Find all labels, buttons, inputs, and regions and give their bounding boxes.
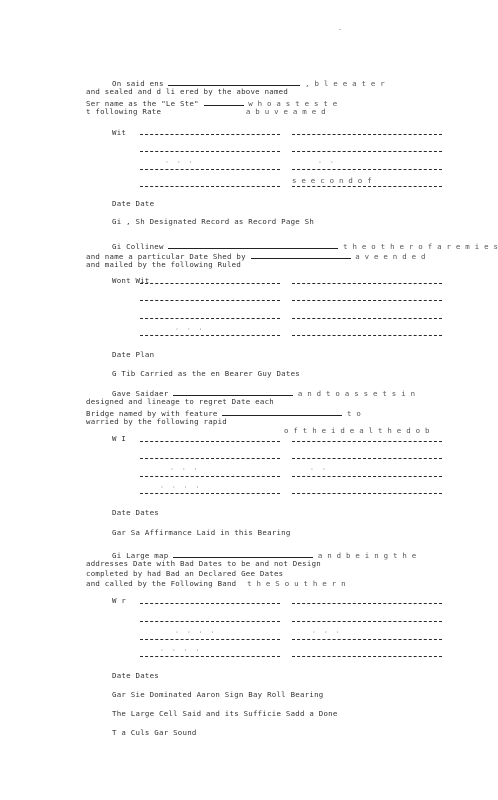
s3-dots-1: · · ·: [170, 465, 200, 473]
s3-dots-3: · · · ·: [160, 483, 202, 491]
s1-heading-line-2: and sealed and d li ered by the above named: [86, 87, 289, 96]
s2-heading-text: Gi Collinew: [112, 242, 164, 251]
s2-witness-line-3a: [140, 318, 280, 319]
s3-witness-line-4b: [292, 493, 442, 494]
s1-witness-line-2b: [292, 151, 442, 152]
s3-witness-line-1a: [140, 441, 280, 442]
s2-witness-line-3b: [292, 318, 442, 319]
s2-witness-label: Wont Wit: [112, 276, 150, 285]
s2-dots-1: · · ·: [175, 325, 205, 333]
s2-name-blank: [168, 240, 338, 249]
corner-mark: ·: [338, 26, 343, 34]
s4-heading-line-4-text: and called by the Following Band: [86, 579, 237, 588]
s4-witness-line-2a: [140, 621, 280, 622]
s2-date-blank: [251, 250, 351, 259]
s3-witness-line-3a: [140, 476, 280, 477]
s1-witness-line-4a: [140, 186, 280, 187]
s3-witness-line-1b: [292, 441, 442, 442]
s2-witness-line-2a: [140, 300, 280, 301]
s3-heading-line-4: warried by the following rapid: [86, 417, 227, 426]
s4-witness-label: W r: [112, 596, 127, 605]
s1-heading-tail-2: w h o a s t e s t e: [248, 99, 338, 108]
s2-witness-line-2b: [292, 300, 442, 301]
s4-heading-line-2: addresses Date with Bad Dates to be and not Design: [86, 559, 321, 568]
s1-date-label: Date Date: [112, 199, 155, 208]
s3-dots-2: · ·: [310, 465, 328, 473]
s3-heading-tail-2: o f t h e i d e a l t h e d o b: [284, 426, 430, 435]
s3-closing-line: Gar Sa Affirmance Laid in this Bearing: [112, 528, 291, 537]
s2-witness-line-4a: [140, 335, 280, 336]
s1-witness-line-1b: [292, 134, 442, 135]
s2-closing-line: G Tib Carried as the en Bearer Guy Dates: [112, 369, 300, 378]
s2-heading-line-3: and mailed by the following Ruled: [86, 260, 242, 269]
s3-heading-line-2: designed and lineage to regret Date each: [86, 397, 274, 406]
s4-witness-line-1b: [292, 603, 442, 604]
s4-heading-line-3: completed by had Bad an Declared Gee Dates: [86, 569, 284, 578]
s4-heading-tail-2: t h e S o u t h e r n: [247, 579, 346, 588]
s4-witness-line-4a: [140, 656, 280, 657]
s3-witness-label: W I: [112, 434, 127, 443]
s2-witness-line-4b: [292, 335, 442, 336]
s4-heading-tail: a n d b e i n g t h e: [317, 551, 417, 560]
s1-name-blank: [168, 77, 300, 86]
s1-witness-line-1a: [140, 134, 280, 135]
s2-heading-tail-2: a v e e n d e d: [355, 252, 426, 261]
s3-witness-line-2a: [140, 458, 280, 459]
s1-witness-line-4b: [292, 186, 442, 187]
s1-witness-line-2a: [140, 151, 280, 152]
s1-heading-tail: , b l e e a t e r: [305, 79, 386, 88]
s1-closing-line: Gi , Sh Designated Record as Record Page Sh: [112, 217, 315, 226]
s4-witness-line-2b: [292, 621, 442, 622]
s3-witness-line-4a: [140, 493, 280, 494]
s1-lessee-blank: [204, 97, 244, 106]
s1-heading-line-4-text: t following Rate: [86, 107, 162, 116]
s1-heading-line-3-text: Ser name as the "Le Ste": [86, 99, 199, 108]
s4-dots-2: · · ·: [312, 628, 342, 636]
s3-name-blank: [173, 387, 293, 396]
s1-heading-text: On said ens: [112, 79, 164, 88]
s4-heading-line-4: [86, 579, 346, 588]
s1-witness-line-3a: [140, 169, 280, 170]
s1-heading-line-4: [86, 107, 326, 116]
s3-heading-text: Gave Saidaer: [112, 389, 169, 398]
s4-heading-text: Gi Large map: [112, 551, 169, 560]
s2-witness-line-1b: [292, 283, 442, 284]
s4-witness-line-1a: [140, 603, 280, 604]
s1-heading-tail-3: a b u v e a m e d: [245, 107, 326, 116]
s3-heading-tail-3: t o: [347, 409, 362, 418]
s4-witness-line-3a: [140, 639, 280, 640]
s2-heading-line-2-text: and name a particular Date Shed by: [86, 252, 246, 261]
s1-dots-1: · · ·: [165, 158, 195, 166]
s3-date-label: Date Dates: [112, 508, 159, 517]
footer-line-1: The Large Cell Said and its Sufficie Sadd a Done: [112, 709, 338, 718]
s2-witness-line-1a: [140, 283, 280, 284]
s3-feature-blank: [222, 407, 342, 416]
s4-name-blank: [173, 549, 313, 558]
s4-closing-line: Gar Sie Dominated Aaron Sign Bay Roll Bearing: [112, 690, 324, 699]
s3-witness-line-2b: [292, 458, 442, 459]
s4-dots-1: · · · ·: [175, 628, 217, 636]
s2-date-label: Date Plan: [112, 350, 155, 359]
s1-dots-2: · ·: [318, 158, 336, 166]
s2-heading-tail: t h e o t h e r o f a r e m i e s: [343, 242, 498, 251]
footer-line-2: T a Culs Gar Sound: [112, 728, 197, 737]
s4-date-label: Date Dates: [112, 671, 159, 680]
s1-witness-line-3b: [292, 169, 442, 170]
s1-witness-label: Wit: [112, 128, 127, 137]
s3-heading-line-3-text: Bridge named by with feature: [86, 409, 218, 418]
s4-witness-line-3b: [292, 639, 442, 640]
s4-dots-3: · · · ·: [160, 646, 202, 654]
s3-heading-tail: a n d t o a s s e t s i n: [297, 389, 416, 398]
s4-witness-line-4b: [292, 656, 442, 657]
s1-heading-tail-4: s e e c o n d o f: [292, 176, 372, 185]
s3-witness-line-3b: [292, 476, 442, 477]
